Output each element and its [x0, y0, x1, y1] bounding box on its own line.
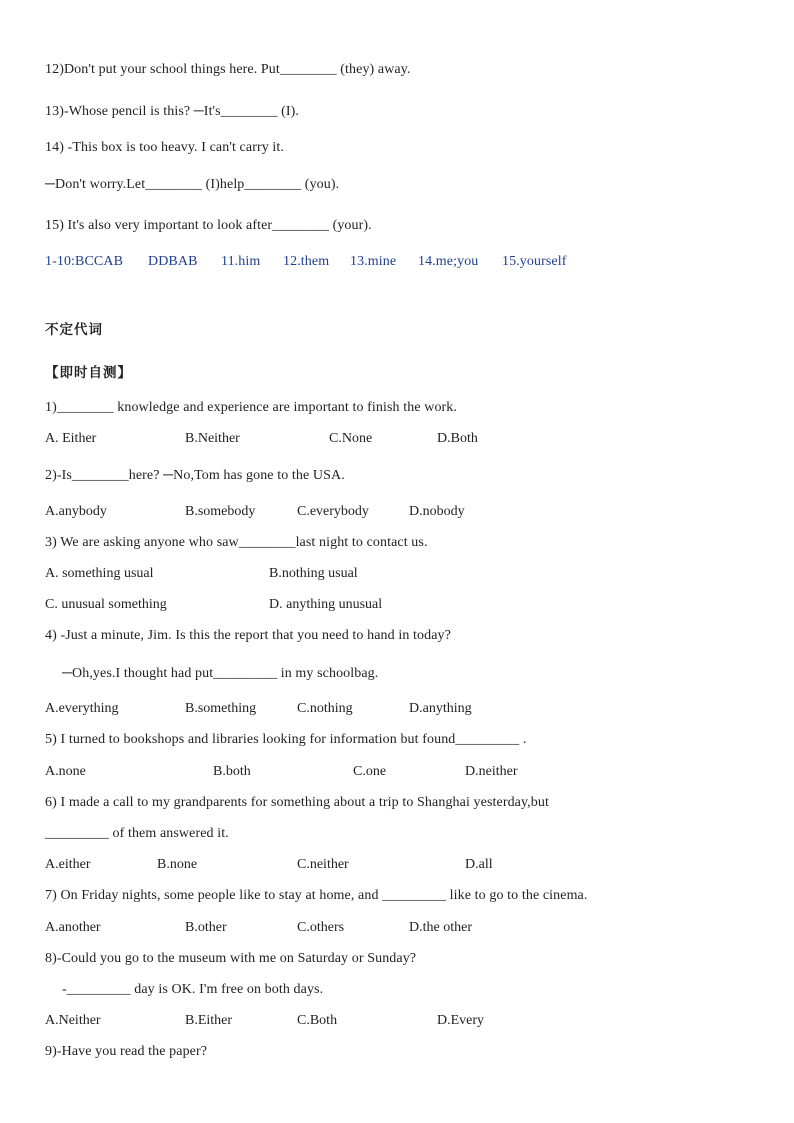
question-3-option-b: B.nothing usual [269, 566, 358, 581]
question-5-option-b: B.both [213, 764, 251, 779]
question-1-option-c: C.None [329, 431, 373, 446]
question-8-option-c: C.Both [297, 1013, 338, 1028]
question-7-option-d: D.the other [409, 920, 472, 935]
question-4-stem-2: ─Oh,yes.I thought had put_________ in my schoolbag. [62, 666, 379, 681]
question-6-option-d: D.all [465, 857, 493, 872]
question-4-option-b: B.something [185, 701, 257, 716]
question-2-option-d: D.nobody [409, 504, 465, 519]
question-1-option-a: A. Either [45, 431, 97, 446]
question-6-stem: 6) I made a call to my grandparents for something about a trip to Shanghai yesterday,but [45, 795, 549, 810]
question-2-stem: 2)-Is________here? ─No,Tom has gone to the USA. [45, 468, 345, 483]
question-4-option-d: D.anything [409, 701, 472, 716]
question-9-stem: 9)-Have you read the paper? [45, 1044, 208, 1059]
question-2-option-c: C.everybody [297, 504, 369, 519]
question-3-option-a: A. something usual [45, 566, 154, 581]
question-14-line-1: 14) -This box is too heavy. I can't carry it. [45, 140, 284, 155]
question-5-option-c: C.one [353, 764, 387, 779]
question-4-option-c: C.nothing [297, 701, 353, 716]
question-13: 13)-Whose pencil is this? ─It's________ (I). [45, 104, 300, 119]
question-7-option-b: B.other [185, 920, 227, 935]
answer-11: 11.him [221, 254, 261, 269]
question-1-stem: 1)________ knowledge and experience are important to finish the work. [45, 400, 458, 415]
question-8-option-d: D.Every [437, 1013, 485, 1028]
answer-6-10: DDBAB [148, 254, 198, 269]
question-3-stem: 3) We are asking anyone who saw________last night to contact us. [45, 535, 428, 550]
question-6-option-a: A.either [45, 857, 91, 872]
section-subtitle: 【即时自测】 [45, 365, 132, 381]
question-8-stem: 8)-Could you go to the museum with me on Saturday or Sunday? [45, 951, 417, 966]
question-2-option-b: B.somebody [185, 504, 256, 519]
question-1-option-d: D.Both [437, 431, 478, 446]
answer-12: 12.them [283, 254, 330, 269]
question-4-stem: 4) -Just a minute, Jim. Is this the report that you need to hand in today? [45, 628, 451, 643]
question-8-stem-2: -_________ day is OK. I'm free on both days. [62, 982, 324, 997]
question-2-option-a: A.anybody [45, 504, 107, 519]
question-5-stem: 5) I turned to bookshops and libraries looking for information but found_________ . [45, 732, 527, 747]
question-3-option-c: C. unusual something [45, 597, 167, 612]
question-7-option-c: C.others [297, 920, 345, 935]
answer-15: 15.yourself [502, 254, 567, 269]
question-6-option-c: C.neither [297, 857, 349, 872]
question-6-option-b: B.none [157, 857, 198, 872]
question-8-option-a: A.Neither [45, 1013, 101, 1028]
question-3-option-d: D. anything unusual [269, 597, 383, 612]
question-1-option-b: B.Neither [185, 431, 240, 446]
question-5-option-a: A.none [45, 764, 86, 779]
question-7-option-a: A.another [45, 920, 101, 935]
answer-1-10: 1-10:BCCAB [45, 254, 124, 269]
question-14-line-2: ─Don't worry.Let________ (I)help________ (you). [45, 177, 340, 192]
question-7-stem: 7) On Friday nights, some people like to stay at home, and _________ like to go to the cinema. [45, 888, 588, 903]
question-5-option-d: D.neither [465, 764, 518, 779]
question-4-option-a: A.everything [45, 701, 119, 716]
question-12: 12)Don't put your school things here. Put________ (they) away. [45, 62, 411, 77]
question-15: 15) It's also very important to look after________ (your). [45, 218, 372, 233]
answer-13: 13.mine [350, 254, 397, 269]
answer-14: 14.me;you [418, 254, 479, 269]
section-title: 不定代词 [45, 322, 103, 338]
question-6-stem-2: _________ of them answered it. [45, 826, 229, 841]
question-8-option-b: B.Either [185, 1013, 233, 1028]
